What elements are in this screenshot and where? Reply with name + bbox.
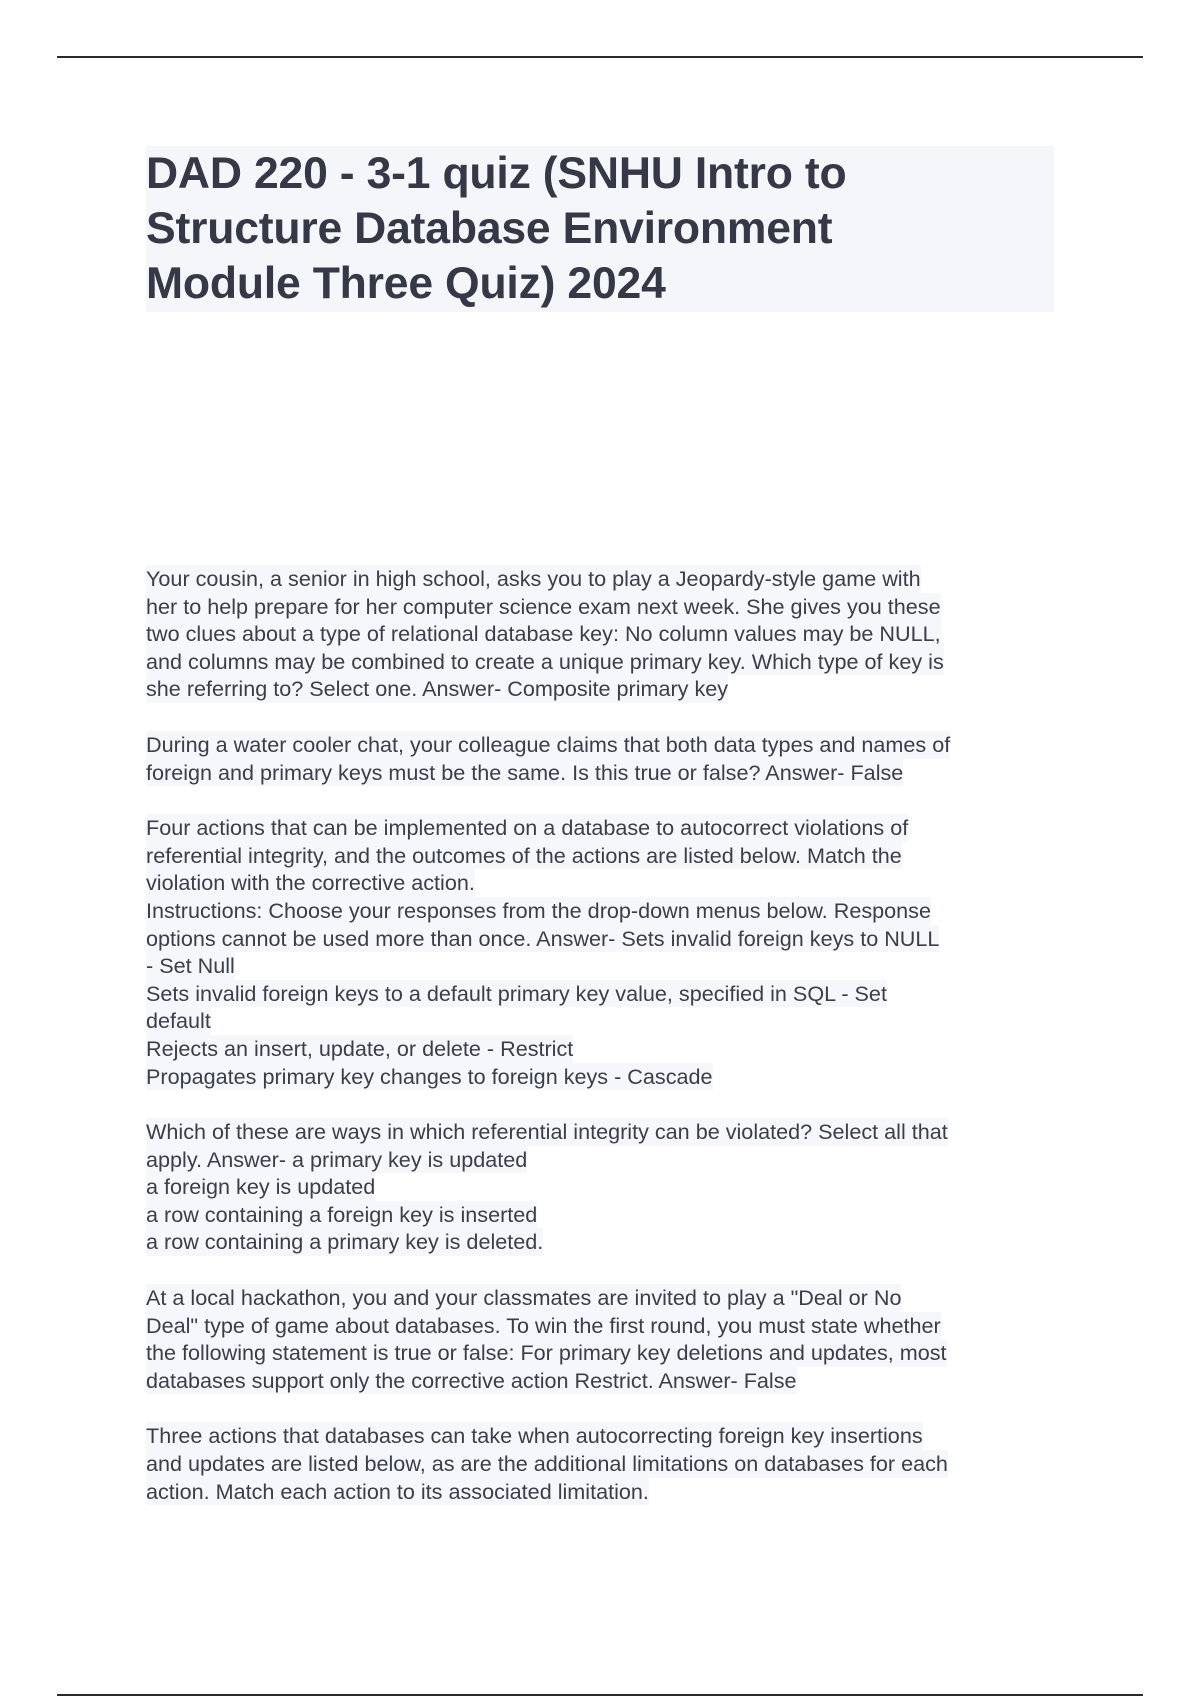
- text-line: foreign and primary keys must be the same. Is this true or false? Answer- False: [146, 759, 904, 785]
- question-block: [146, 1422, 1066, 1505]
- text-line: referential integrity, and the outcomes of the actions are listed below. Match the: [146, 842, 902, 868]
- bottom-rule: [57, 1694, 1143, 1696]
- text-line: Sets invalid foreign keys to a default primary key value, specified in SQL - Set: [146, 980, 887, 1006]
- text-line: Three actions that databases can take when autocorrecting foreign key insertions: [146, 1423, 923, 1449]
- question-block: [146, 565, 1066, 703]
- text-line: Your cousin, a senior in high school, asks you to play a Jeopardy-style game with: [146, 566, 921, 591]
- text-line: Deal" type of game about databases. To win the first round, you must state whether: [146, 1312, 941, 1338]
- text-line: Instructions: Choose your responses from the drop-down menus below. Response: [146, 897, 931, 923]
- text-line: and updates are listed below, as are the additional limitations on databases for each: [146, 1451, 948, 1477]
- text-line: databases support only the corrective action Restrict. Answer- False: [146, 1367, 797, 1393]
- text-line: a foreign key is updated: [146, 1174, 376, 1200]
- text-line: Which of these are ways in which referential integrity can be violated? Select all that: [146, 1119, 948, 1145]
- text-line: Propagates primary key changes to foreign keys - Cascade: [146, 1063, 713, 1089]
- text-line: and columns may be combined to create a unique primary key. Which type of key is: [146, 648, 944, 674]
- quiz-content: [146, 565, 1066, 1533]
- question-block: [146, 1118, 1066, 1256]
- question-block: [146, 731, 1066, 786]
- text-line: a row containing a primary key is deleted.: [146, 1229, 544, 1255]
- text-line: - Set Null: [146, 953, 235, 979]
- text-line: default: [146, 1008, 211, 1034]
- text-line: she referring to? Select one. Answer- Composite primary key: [146, 676, 729, 702]
- text-line: apply. Answer- a primary key is updated: [146, 1146, 528, 1172]
- title-block: [146, 146, 1054, 312]
- text-line: action. Match each action to its associated limitation.: [146, 1478, 649, 1504]
- text-line: Rejects an insert, update, or delete - Restrict: [146, 1035, 574, 1061]
- text-line: the following statement is true or false: For primary key deletions and updates, most: [146, 1340, 947, 1366]
- text-line: violation with the corrective action.: [146, 870, 475, 896]
- title-line: Structure Database Environment: [146, 204, 833, 253]
- question-block: [146, 814, 1066, 1090]
- text-line: two clues about a type of relational database key: No column values may be NULL,: [146, 621, 941, 647]
- question-block: [146, 1284, 1066, 1394]
- text-line: her to help prepare for her computer science exam next week. She gives you these: [146, 593, 941, 619]
- text-line: During a water cooler chat, your colleague claims that both data types and names of: [146, 731, 951, 757]
- text-line: options cannot be used more than once. Answer- Sets invalid foreign keys to NULL: [146, 925, 940, 951]
- text-line: At a local hackathon, you and your classmates are invited to play a "Deal or No: [146, 1285, 902, 1311]
- title-line: Module Three Quiz) 2024: [146, 259, 666, 308]
- document-title: [146, 146, 1054, 311]
- text-line: Four actions that can be implemented on a database to autocorrect violations of: [146, 815, 909, 841]
- text-line: a row containing a foreign key is inserted: [146, 1201, 538, 1227]
- top-rule: [57, 56, 1143, 58]
- title-line: DAD 220 - 3-1 quiz (SNHU Intro to: [146, 149, 847, 198]
